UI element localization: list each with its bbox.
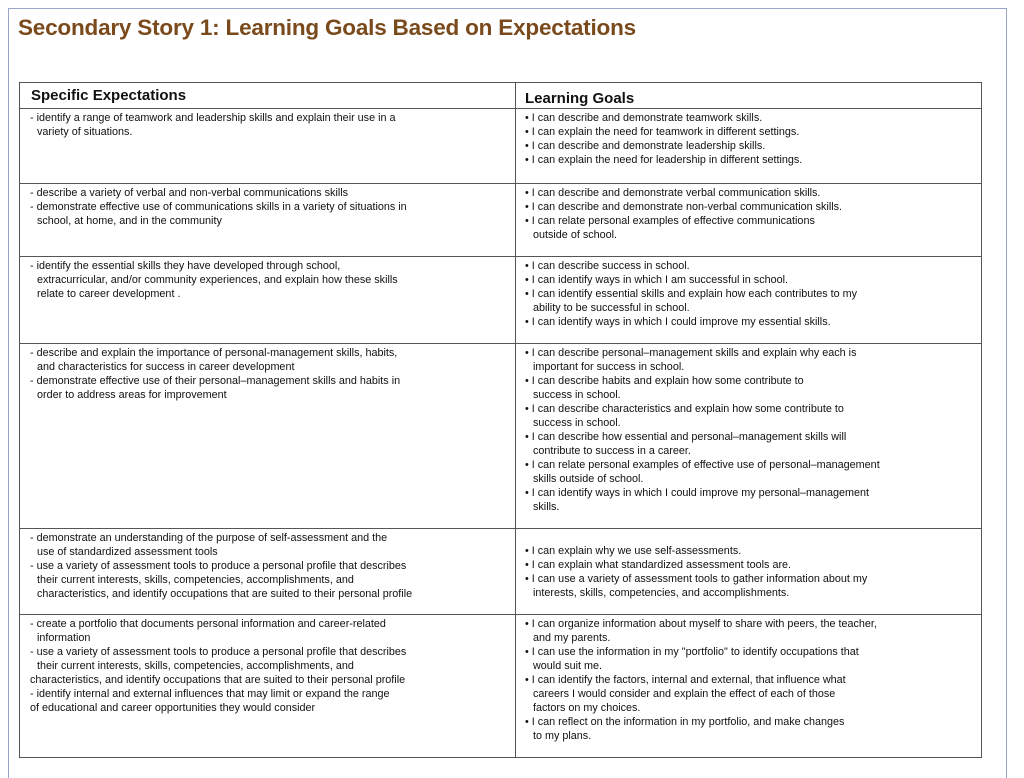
goals-cell bbox=[516, 615, 982, 758]
expectation-line: - demonstrate effective use of communications skills in a variety of situations in bbox=[30, 201, 407, 213]
expectation-line: use of standardized assessment tools bbox=[37, 546, 218, 558]
expectations-cell bbox=[20, 184, 516, 257]
goal-line: contribute to success in a career. bbox=[533, 445, 691, 457]
goal-line: • I can use a variety of assessment tools to gather information about my bbox=[525, 572, 868, 585]
expectation-line: variety of situations. bbox=[37, 126, 133, 138]
goals-cell bbox=[516, 344, 982, 529]
goal-line: factors on my choices. bbox=[533, 702, 641, 714]
goal-line: outside of school. bbox=[533, 229, 618, 241]
goal-line: • I can describe how essential and personal–management skills will bbox=[525, 431, 847, 443]
goal-line: important for success in school. bbox=[533, 361, 685, 373]
goal-line: • I can organize information about myself to share with peers, the teacher, bbox=[525, 618, 877, 630]
goal-line: • I can describe success in school. bbox=[525, 260, 690, 272]
expectation-line: relate to career development . bbox=[37, 288, 181, 300]
goal-line: ability to be successful in school. bbox=[533, 302, 690, 314]
goal-line: • I can identify ways in which I could improve my personal–management bbox=[525, 487, 870, 499]
expectation-line: - use a variety of assessment tools to produce a personal profile that describes bbox=[30, 560, 407, 572]
goals-cell bbox=[516, 184, 982, 257]
expectations-cell bbox=[20, 257, 516, 344]
goal-line: success in school. bbox=[533, 389, 621, 401]
goal-line: • I can explain the need for teamwork in different settings. bbox=[525, 126, 800, 138]
expectation-line: - demonstrate effective use of their personal–management skills and habits in bbox=[30, 375, 401, 387]
expectation-line: and characteristics for success in career development bbox=[37, 361, 295, 373]
goal-line: • I can describe and demonstrate leadership skills. bbox=[525, 140, 766, 152]
goals-cell bbox=[516, 257, 982, 344]
goals-cell bbox=[516, 109, 982, 184]
goal-line: success in school. bbox=[533, 417, 621, 429]
expectation-line: of educational and career opportunities they would consider bbox=[30, 702, 316, 714]
table-row bbox=[20, 257, 982, 344]
goal-line: • I can describe and demonstrate teamwork skills. bbox=[525, 112, 763, 124]
goal-line: and my parents. bbox=[533, 632, 611, 644]
goal-line: • I can explain what standardized assessment tools are. bbox=[525, 558, 792, 571]
table-row bbox=[20, 344, 982, 529]
expectations-cell bbox=[20, 109, 516, 184]
expectation-line: characteristics, and identify occupations that are suited to their personal profile bbox=[37, 588, 413, 600]
goal-line: • I can identify essential skills and explain how each contributes to my bbox=[525, 288, 858, 300]
expectation-line: - describe a variety of verbal and non-verbal communications skills bbox=[30, 187, 349, 199]
goal-line: • I can relate personal examples of effective communications bbox=[525, 215, 815, 227]
goal-line: • I can identify the factors, internal and external, that influence what bbox=[525, 674, 846, 686]
goal-line: • I can identify ways in which I could improve my essential skills. bbox=[525, 316, 831, 328]
goal-line: • I can describe characteristics and explain how some contribute to bbox=[525, 403, 844, 415]
header-specific-expectations: Specific Expectations bbox=[20, 83, 516, 109]
expectation-line: their current interests, skills, competencies, accomplishments, and bbox=[37, 660, 354, 672]
goal-line: • I can identify ways in which I am successful in school. bbox=[525, 274, 789, 286]
expectation-line: information bbox=[37, 632, 91, 644]
expectation-line: extracurricular, and/or community experiences, and explain how these skills bbox=[37, 274, 398, 286]
goal-line: interests, skills, competencies, and accomplishments. bbox=[533, 586, 790, 599]
learning-goals-table bbox=[19, 82, 982, 758]
expectations-cell bbox=[20, 529, 516, 615]
expectation-line: - create a portfolio that documents personal information and career-related bbox=[30, 618, 386, 630]
goal-line: • I can use the information in my "portfolio" to identify occupations that bbox=[525, 646, 859, 658]
goal-line: • I can relate personal examples of effective use of personal–management bbox=[525, 459, 880, 471]
expectation-line: - identify the essential skills they have developed through school, bbox=[30, 260, 341, 272]
goal-line: • I can explain why we use self-assessments. bbox=[525, 544, 742, 557]
document-page bbox=[8, 8, 1007, 778]
header-learning-goals: Learning Goals bbox=[516, 83, 982, 109]
goal-line: • I can describe and demonstrate verbal communication skills. bbox=[525, 187, 821, 199]
goal-line: would suit me. bbox=[533, 660, 603, 672]
expectation-line: - demonstrate an understanding of the purpose of self-assessment and the bbox=[30, 532, 388, 544]
expectation-line: - describe and explain the importance of personal-management skills, habits, bbox=[30, 347, 398, 359]
goal-line: • I can reflect on the information in my portfolio, and make changes bbox=[525, 716, 845, 728]
goal-line: careers I would consider and explain the effect of each of those bbox=[533, 688, 836, 700]
goal-line: skills. bbox=[533, 501, 560, 513]
expectation-line: characteristics, and identify occupations that are suited to their personal profile bbox=[30, 674, 406, 686]
table-header-row bbox=[20, 83, 982, 109]
expectations-cell bbox=[20, 615, 516, 758]
table-row bbox=[20, 529, 982, 615]
expectations-cell bbox=[20, 344, 516, 529]
expectation-line: - identify internal and external influences that may limit or expand the range bbox=[30, 688, 390, 700]
goal-line: • I can describe personal–management skills and explain why each is bbox=[525, 347, 857, 359]
table-row bbox=[20, 184, 982, 257]
goal-line: • I can explain the need for leadership in different settings. bbox=[525, 154, 803, 166]
goal-line: to my plans. bbox=[533, 730, 592, 742]
goal-line: • I can describe habits and explain how some contribute to bbox=[525, 375, 804, 387]
goals-cell bbox=[516, 529, 982, 615]
expectation-line: - use a variety of assessment tools to produce a personal profile that describes bbox=[30, 646, 407, 658]
table-row bbox=[20, 109, 982, 184]
expectation-line: order to address areas for improvement bbox=[37, 389, 227, 401]
table-row bbox=[20, 615, 982, 758]
goal-line: • I can describe and demonstrate non-verbal communication skills. bbox=[525, 201, 843, 213]
page-title: Secondary Story 1: Learning Goals Based on Expectations bbox=[18, 15, 636, 40]
expectation-line: their current interests, skills, competencies, accomplishments, and bbox=[37, 574, 354, 586]
goal-line: skills outside of school. bbox=[533, 473, 644, 485]
expectation-line: school, at home, and in the community bbox=[37, 215, 222, 227]
expectation-line: - identify a range of teamwork and leadership skills and explain their use in a bbox=[30, 112, 396, 124]
